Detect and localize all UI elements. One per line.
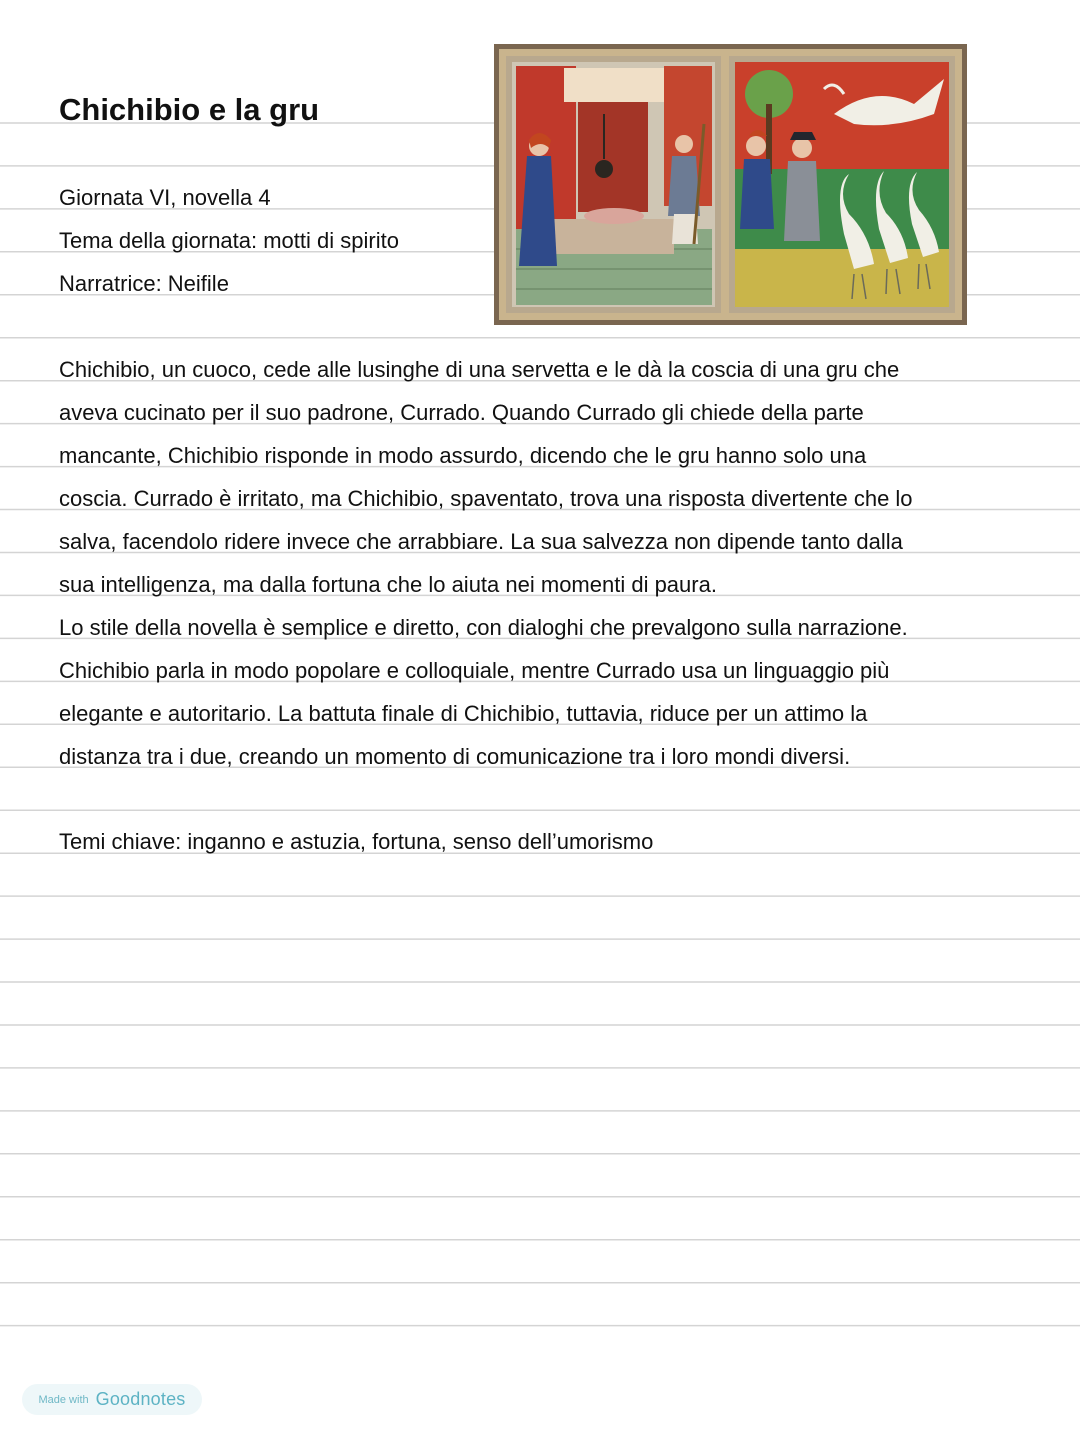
- text-line: Chichibio, un cuoco, cede alle lusinghe di una servetta e le dà la coscia di una gru che: [59, 357, 900, 382]
- narratrice-line: Narratrice: Neifile: [59, 271, 229, 296]
- giornata-line: Giornata VI, novella 4: [59, 185, 271, 210]
- summary-text: [59, 348, 1019, 778]
- made-with-label: Made with: [38, 1393, 89, 1406]
- text-line: Lo stile della novella è semplice e diretto, con dialoghi che prevalgono sulla narrazione.: [59, 615, 908, 640]
- text-line: Chichibio parla in modo popolare e colloquiale, mentre Currado usa un linguaggio più: [59, 658, 890, 683]
- goodnotes-logo: Goodnotes: [95, 1389, 186, 1409]
- text-line: aveva cucinato per il suo padrone, Currado. Quando Currado gli chiede della parte: [59, 400, 864, 425]
- text-line: mancante, Chichibio risponde in modo assurdo, dicendo che le gru hanno solo una: [59, 443, 867, 468]
- made-with-goodnotes-badge[interactable]: [22, 1384, 202, 1415]
- novella-info: [59, 176, 399, 305]
- tema-line: Tema della giornata: motti di spirito: [59, 228, 399, 253]
- key-themes: Temi chiave: inganno e astuzia, fortuna, senso dell’umorismo: [59, 829, 654, 854]
- text-line: sua intelligenza, ma dalla fortuna che lo aiuta nei momenti di paura.: [59, 572, 717, 597]
- medieval-miniature-image: [494, 44, 967, 325]
- text-line: distanza tra i due, creando un momento di comunicazione tra i loro mondi diversi.: [59, 744, 851, 769]
- text-line: elegante e autoritario. La battuta finale di Chichibio, tuttavia, riduce per un attimo la: [59, 701, 868, 726]
- page-title: Chichibio e la gru: [59, 92, 320, 127]
- text-line: coscia. Currado è irritato, ma Chichibio, spaventato, trova una risposta divertente che lo: [59, 486, 913, 511]
- text-line: salva, facendolo ridere invece che arrabbiare. La sua salvezza non dipende tanto dalla: [59, 529, 903, 554]
